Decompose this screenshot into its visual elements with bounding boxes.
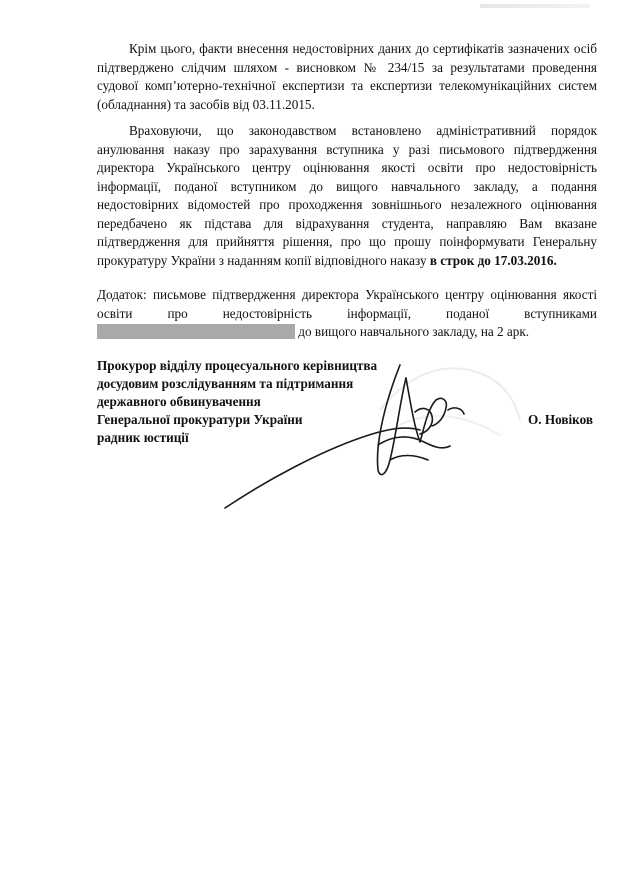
attachment-note	[97, 286, 597, 342]
attachment-text-end: до вищого навчального закладу, на 2 арк.	[298, 324, 530, 339]
signer-position-line-2: досудовим розслідуванням та підтримання	[97, 376, 354, 391]
paragraph-evidence: Крім цього, факти внесення недостовірних даних до сертифікатів зазначених осіб підтверджено слідчим шляхом - висновком № 234/15 за результатами проведення судової комп’ютерно-технічної експертизи та експертизи телекомунікаційних систем (обладнання) та засобів від 03.11.2015.	[97, 41, 597, 112]
request-text: Враховуючи, що законодавством встановлено адміністративний порядок анулювання наказу про зарахування вступника у разі письмового підтвердження директора Українського центру оцінювання якості освіти про недостовірність інформації, поданої вступником до вищого навчального закладу, а подання недостовірних відомостей про проходження зовнішнього незалежного оцінювання передбачено як підстава для відрахування студента, направляю Вам вказане підтвердження для прийняття рішення, про що прошу поінформувати Генеральну прокуратуру України з наданням копії відповідного наказу	[97, 123, 597, 268]
handwritten-signature	[210, 350, 470, 520]
scan-artifact	[480, 4, 590, 8]
paragraph-request	[97, 122, 597, 270]
signer-position-line-3: державного обвинувачення	[97, 394, 261, 409]
redacted-block	[97, 324, 295, 339]
attachment-text-start: Додаток: письмове підтвердження директора Українського центру оцінювання якості освіти про недостовірність інформації, поданої вступниками	[97, 287, 597, 321]
deadline-text: в строк до 17.03.2016.	[429, 252, 557, 268]
signer-rank: радник юстиції	[97, 430, 189, 445]
signer-position-line-1: Прокурор відділу процесуального керівництва	[97, 358, 378, 373]
signer-name: О. Новіков	[528, 412, 593, 427]
signer-position-line-4: Генеральної прокуратури України	[97, 412, 303, 427]
letter-body	[97, 40, 597, 342]
